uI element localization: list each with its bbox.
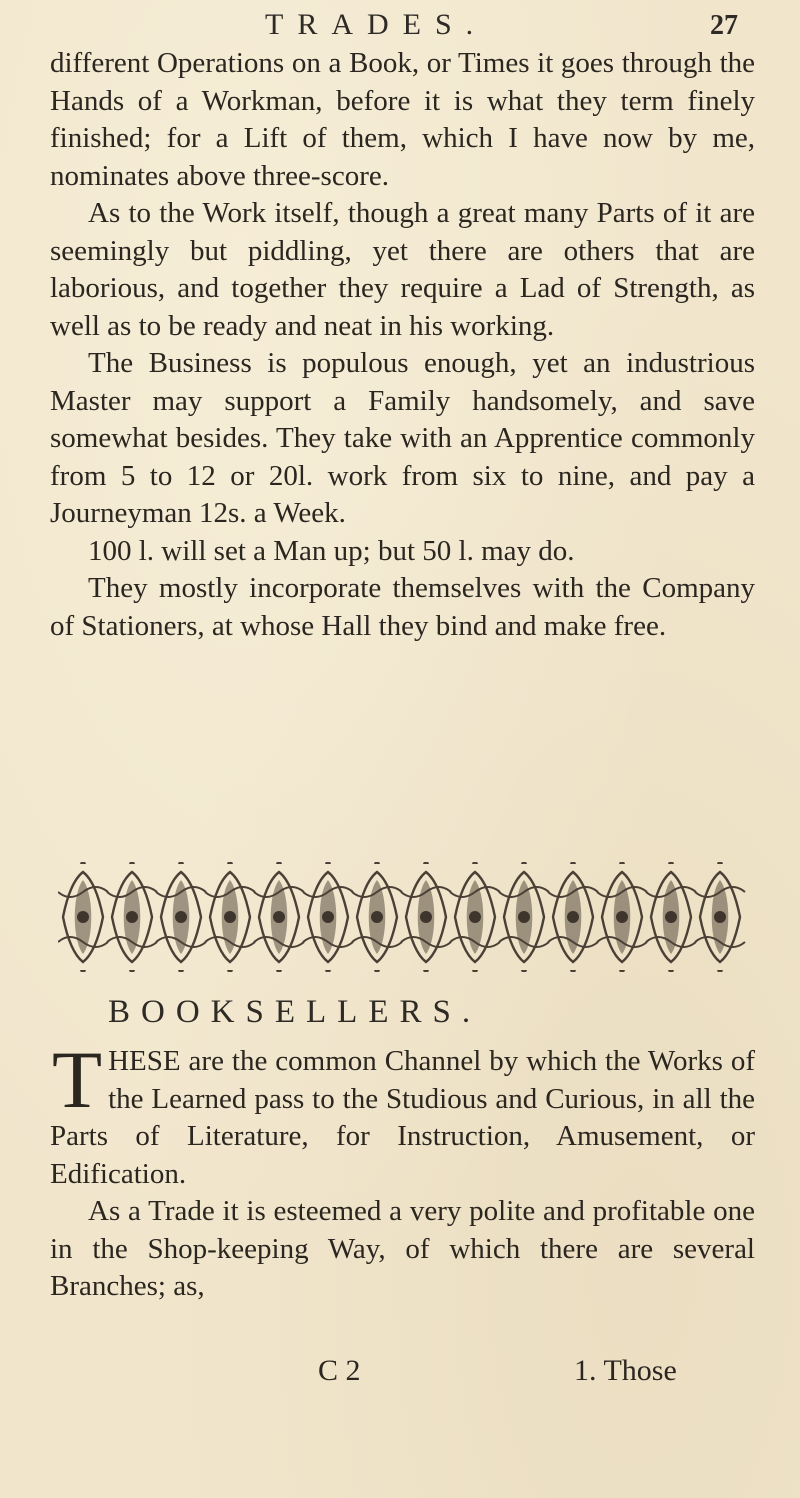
top-text-block [50, 45, 755, 645]
printers-ornament [58, 862, 748, 972]
page-number: 27 [710, 10, 738, 41]
paragraph: They mostly incorporate themselves with the Company of Stationers, at whose Hall they bind and make free. [50, 572, 755, 642]
page-footer [0, 1354, 800, 1394]
running-head [0, 8, 800, 48]
paragraph [50, 1034, 755, 1193]
section-text-block [50, 1034, 755, 1306]
paragraph: As to the Work itself, though a great many Parts of it are seemingly but piddling, yet there are others that are laborious, and together they require a Lad of Strength, as well as to be ready and neat in his working. [50, 197, 755, 342]
catchword: 1. Those [574, 1354, 677, 1387]
running-title: TRADES. [265, 8, 488, 41]
paragraph: As a Trade it is esteemed a very polite and profitable one in the Shop-keeping Way, of which there are several Branches; as, [50, 1195, 755, 1302]
paragraph: different Operations on a Book, or Times it goes through the Hands of a Workman, before it is what they term finely finished; for a Lift of them, which I have now by me, nominates above three-score. [50, 47, 755, 192]
ornament-row [58, 862, 745, 972]
section-heading: BOOKSELLERS. [108, 994, 482, 1030]
paragraph: 100 l. will set a Man up; but 50 l. may do. [88, 534, 575, 567]
paragraph: The Business is populous enough, yet an industrious Master may support a Family handsomely, and save somewhat besides. They take with an Apprentice commonly from 5 to 12 or 20l. work from six to nine, and pay a Journeyman 12s. a Week. [50, 347, 755, 529]
drop-cap: T [52, 1034, 103, 1125]
paragraph-text: HESE are the common Channel by which the Works of the Learned pass to the Studious and Curious, in all the Parts of Literature, for Instruction, Amusement, or Edification. [50, 1045, 755, 1190]
signature-mark: C 2 [318, 1354, 361, 1387]
